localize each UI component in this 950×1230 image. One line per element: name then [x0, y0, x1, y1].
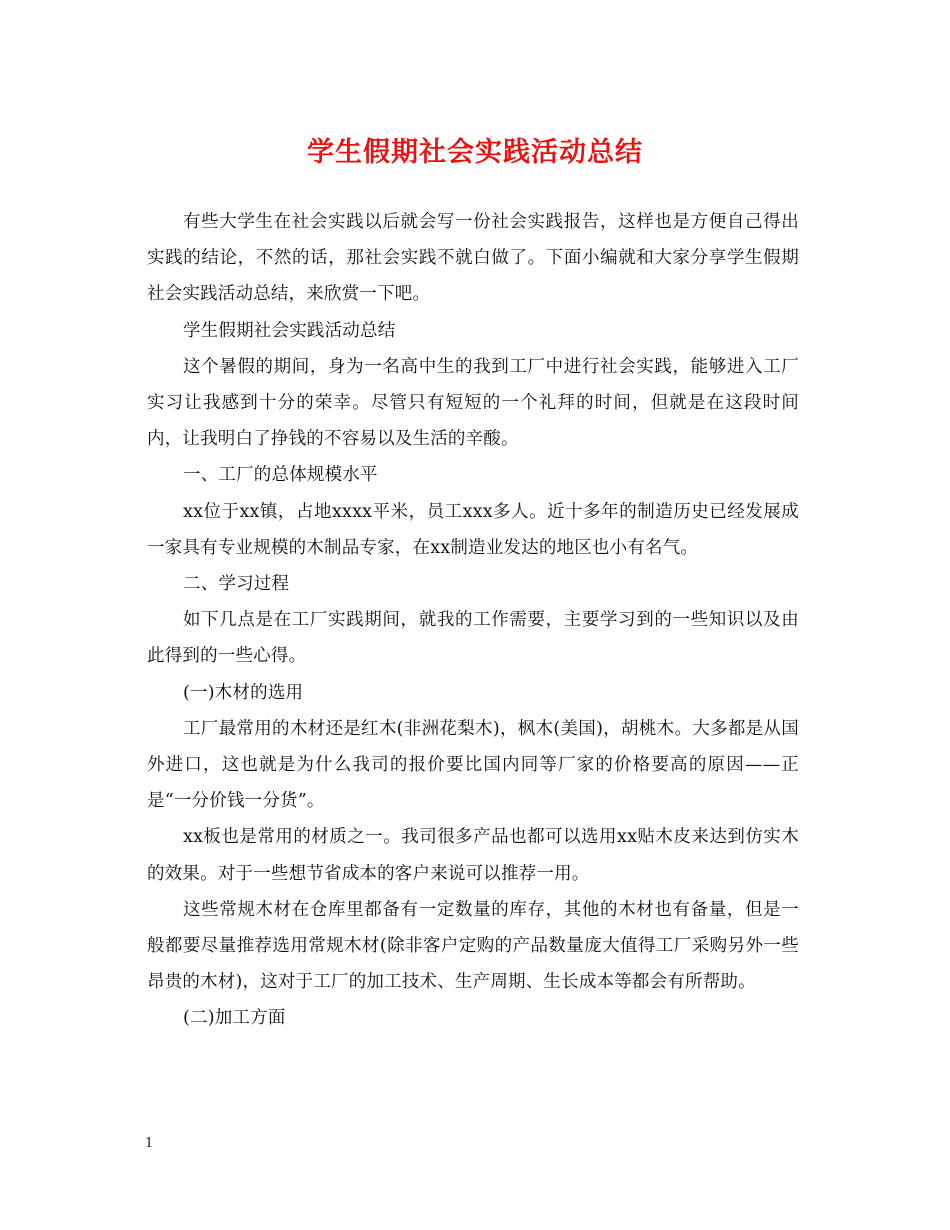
heading-wood-selection: (一)木材的选用: [183, 682, 304, 703]
paragraph-factory-scale: xx位于xx镇，占地xxxx平米，员工xxx多人。近十多年的制造历史已经发展成一家具有专业规模的木制品专家，在xx制造业发达的地区也小有名气。: [147, 501, 799, 558]
page-number: 1: [145, 1136, 154, 1151]
paragraph-subtitle: 学生假期社会实践活动总结: [183, 320, 396, 341]
heading-processing: (二)加工方面: [183, 1008, 286, 1029]
paragraph-learning-process: 如下几点是在工厂实践期间，就我的工作需要，主要学习到的一些知识以及由此得到的一些心得。: [147, 610, 799, 667]
document-body: [147, 204, 799, 1037]
paragraph-board: xx板也是常用的材质之一。我司很多产品也都可以选用xx贴木皮来达到仿实木的效果。对于一些想节省成本的客户来说可以推荐一用。: [147, 827, 799, 884]
paragraph-intro: 有些大学生在社会实践以后就会写一份社会实践报告，这样也是方便自己得出实践的结论，不然的话，那社会实践不就白做了。下面小编就和大家分享学生假期社会实践活动总结，来欣赏一下吧。: [147, 212, 799, 305]
heading-learning-process: 二、学习过程: [183, 574, 290, 595]
paragraph-experience: 这个暑假的期间，身为一名高中生的我到工厂中进行社会实践，能够进入工厂实习让我感到十分的荣幸。尽管只有短短的一个礼拜的时间，但就是在这段时间内，让我明白了挣钱的不容易以及生活的辛酸。: [147, 356, 799, 450]
paragraph-wood-types: 工厂最常用的木材还是红木(非洲花梨木)，枫木(美国)，胡桃木。大多都是从国外进口，这也就是为什么我司的报价要比国内同等厂家的价格要高的原因——正是“一分价钱一分货”。: [147, 718, 799, 812]
heading-factory-scale: 一、工厂的总体规模水平: [183, 465, 378, 486]
document-title: 学生假期社会实践活动总结: [307, 137, 643, 168]
paragraph-inventory: 这些常规木材在仓库里都备有一定数量的库存，其他的木材也有备量，但是一般都要尽量推荐选用常规木材(除非客户定购的产品数量庞大值得工厂采购另外一些昂贵的木材)，这对于工厂的加工技术、生产周期、生长成本等都会有所帮助。: [147, 899, 799, 993]
